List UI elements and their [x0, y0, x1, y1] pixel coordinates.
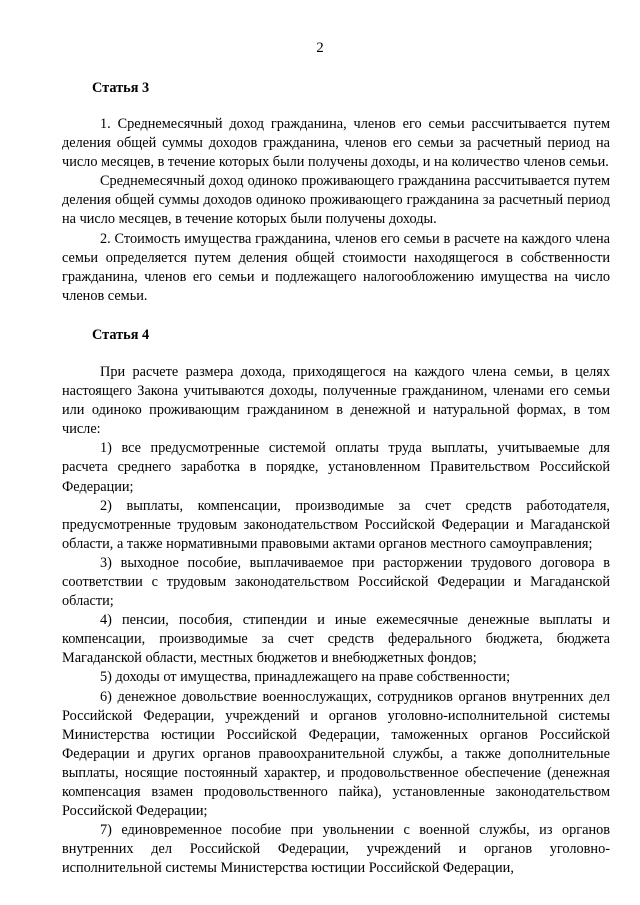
paragraph: 1. Среднемесячный доход гражданина, членов его семьи рассчитывается путем деления общей суммы доходов гражданина, членов его семьи за расчетный период на число месяцев, в течение которых были получены доходы, и на количество членов семьи.	[62, 116, 610, 171]
document-body	[62, 78, 610, 878]
list-item: 6) денежное довольствие военнослужащих, сотрудников органов внутренних дел Российской Федерации, учреждений и органов уголовно-исполнительной системы Министерства юстиции Российской Федерации, таможенных органов Российской Федерации и других органов правоохранительной службы, а также дополнительные выплаты, носящие постоянный характер, и продовольственное обеспечение (денежная компенсация взамен продовольственного пайка), установленные законодательством Российской Федерации;	[62, 688, 610, 820]
article-heading: Статья 3	[92, 80, 150, 96]
article-4	[62, 325, 610, 879]
list-item: 4) пенсии, пособия, стипендии и иные ежемесячные денежные выплаты и компенсации, производимые за счет средств федерального бюджета, бюджета Магаданской области, местных бюджетов и внебюджетных фондов;	[62, 612, 610, 667]
list-item: 3) выходное пособие, выплачиваемое при расторжении трудового договора в соответствии с трудовым законодательством Российской Федерации и Магаданской области;	[62, 554, 610, 610]
page-number: 2	[316, 40, 324, 56]
list-item: 5) доходы от имущества, принадлежащего на праве собственности;	[100, 669, 511, 686]
list-item: 2) выплаты, компенсации, производимые за счет средств работодателя, предусмотренные трудовым законодательством Российской Федерации и Магаданской области, а также нормативными правовыми актами органов местного самоуправления;	[62, 497, 610, 552]
article-heading: Статья 4	[92, 326, 150, 343]
paragraph: Среднемесячный доход одиноко проживающего гражданина рассчитывается путем деления общей суммы доходов одиноко проживающего гражданина за расчетный период на число месяцев, в течение которых были получены доходы.	[62, 173, 610, 228]
paragraph: 2. Стоимость имущества гражданина, членов его семьи в расчете на каждого члена семьи определяется путем деления общей стоимости находящегося в собственности гражданина, членов его семьи и подлежащего налогообложению имущества на число членов семьи.	[62, 230, 610, 304]
list-item: 1) все предусмотренные системой оплаты труда выплаты, учитываемые для расчета среднего заработка в порядке, установленном Правительством Российской Федерации;	[62, 440, 610, 495]
paragraph: При расчете размера дохода, приходящегося на каждого члена семьи, в целях настоящего Закона учитываются доходы, полученные гражданином, членами его семьи или одиноко проживающим гражданином в денежной и натуральной формах, в том числе:	[62, 363, 610, 438]
list-item: 7) единовременное пособие при увольнении с военной службы, из органов внутренних дел Российской Федерации, учреждений и органов уголовно-исполнительной системы Министерства юстиции Российской Федерации,	[62, 822, 610, 877]
article-3	[62, 78, 610, 306]
